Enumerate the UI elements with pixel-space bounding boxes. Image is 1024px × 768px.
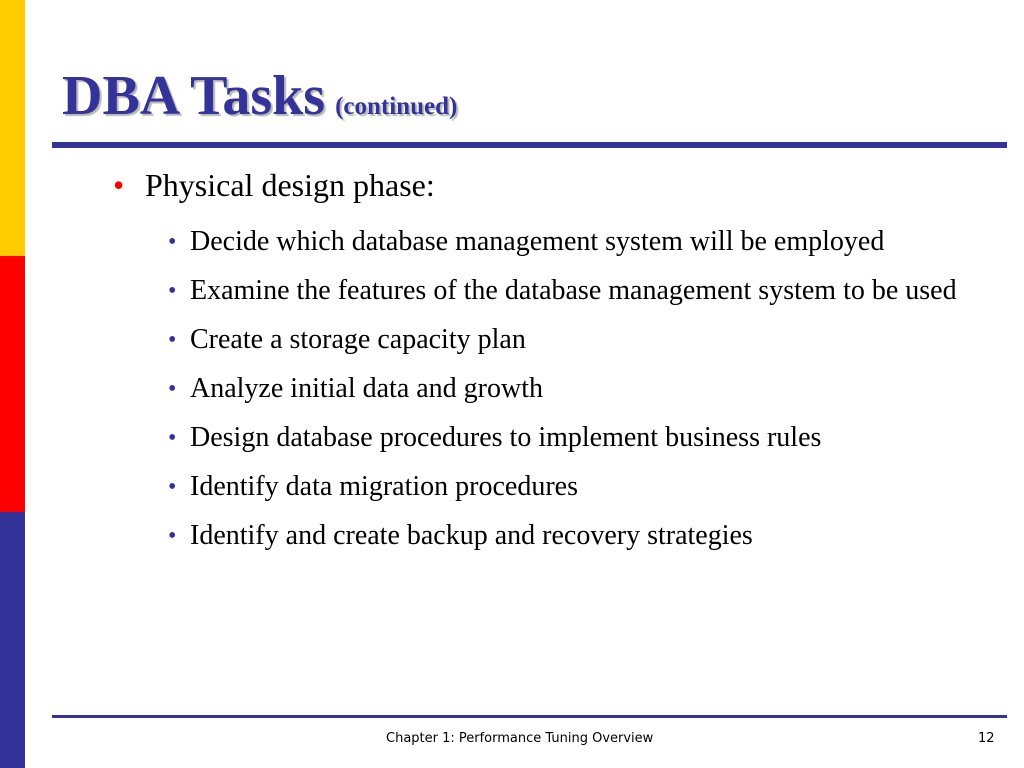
page-number: 12 [978,731,995,746]
sub-bullet-text: Examine the features of the database management system to be used [190,275,957,306]
sub-bullet [168,271,988,311]
main-bullet [113,166,435,204]
sub-bullet [168,369,988,409]
sub-bullet-dot-icon: • [168,425,177,451]
sub-bullet [168,222,988,262]
sub-bullet-text: Decide which database management system will be employed [190,226,885,257]
footer-divider [52,715,1007,718]
sub-bullet-text: Create a storage capacity plan [190,324,526,355]
sub-bullet [168,320,988,360]
sub-bullet [168,467,988,507]
sub-bullet-text: Analyze initial data and growth [190,373,543,404]
sub-bullet-dot-icon: • [168,523,177,549]
sub-bullet-dot-icon: • [168,327,177,353]
sub-bullet-text: Design database procedures to implement business rules [190,422,822,453]
footer-chapter: Chapter 1: Performance Tuning Overview [386,731,654,746]
sub-bullet-text: Identify data migration procedures [190,471,578,502]
sub-bullet-text: Identify and create backup and recovery strategies [190,520,753,551]
sub-bullet [168,418,988,458]
sub-bullet-dot-icon: • [168,229,177,255]
sub-bullet-dot-icon: • [168,376,177,402]
title-suffix: (continued) [335,93,458,120]
sub-bullet-list [168,222,988,565]
sub-bullet-dot-icon: • [168,278,177,304]
sub-bullet-dot-icon: • [168,474,177,500]
title-main: DBA Tasks [62,65,326,127]
bullet-dot-icon: • [113,167,125,203]
main-bullet-text: Physical design phase: [145,167,435,203]
sub-bullet [168,516,988,556]
